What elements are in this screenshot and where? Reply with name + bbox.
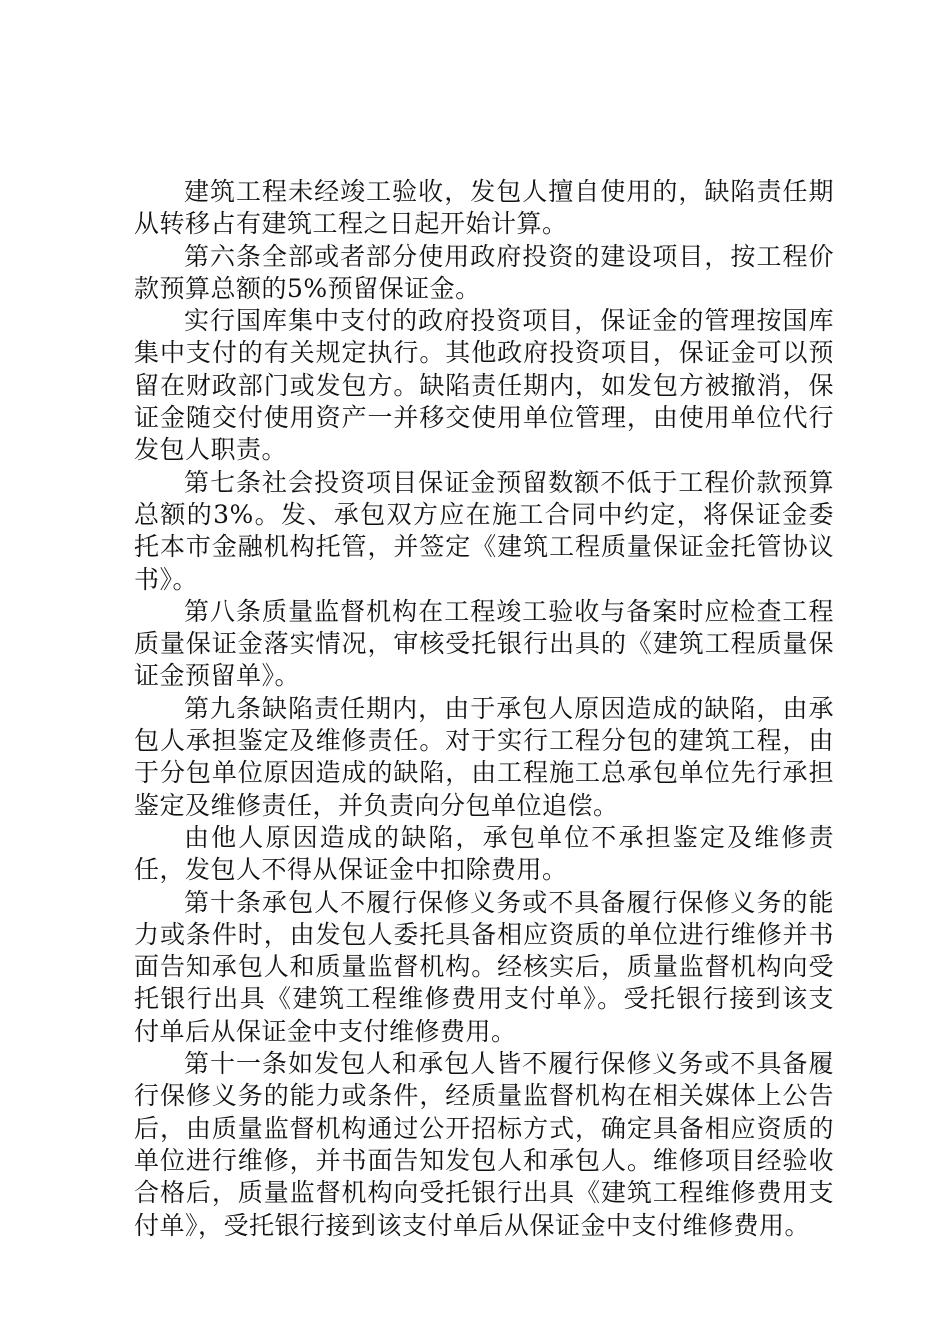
paragraph-article-10: 第十条承包人不履行保修义务或不具备履行保修义务的能力或条件时，由发包人委托具备相应资质的单位进行维修并书面告知承包人和质量监督机构。经核实后，质量监督机构向受托银行出具《建筑工程维修费用支付单》。受托银行接到该支付单后从保证金中支付维修费用。 bbox=[134, 887, 834, 1046]
paragraph-article-8: 第八条质量监督机构在工程竣工验收与备案时应检查工程质量保证金落实情况，审核受托银行出具的《建筑工程质量保证金预留单》。 bbox=[134, 596, 834, 691]
paragraph-article-6: 第六条全部或者部分使用政府投资的建设项目，按工程价款预算总额的5%预留保证金。 bbox=[134, 241, 834, 303]
paragraph-defect-period-start: 建筑工程未经竣工验收，发包人擅自使用的，缺陷责任期从转移占有建筑工程之日起开始计算。 bbox=[134, 177, 834, 239]
paragraph-third-party-defects: 由他人原因造成的缺陷，承包单位不承担鉴定及维修责任，发包人不得从保证金中扣除费用。 bbox=[134, 822, 834, 885]
paragraph-treasury-payment: 实行国库集中支付的政府投资项目，保证金的管理按国库集中支付的有关规定执行。其他政府投资项目，保证金可以预留在财政部门或发包方。缺陷责任期内，如发包方被撤消，保证金随交付使用资产一并移交使用单位管理，由使用单位代行发包人职责。 bbox=[134, 306, 834, 465]
paragraph-article-11: 第十一条如发包人和承包人皆不履行保修义务或不具备履行保修义务的能力或条件，经质量监督机构在相关媒体上公告后，由质量监督机构通过公开招标方式，确定具备相应资质的单位进行维修，并书面告知发包人和承包人。维修项目经验收合格后，质量监督机构向受托银行出具《建筑工程维修费用支付单》，受托银行接到该支付单后从保证金中支付维修费用。 bbox=[134, 1049, 834, 1240]
paragraph-article-7: 第七条社会投资项目保证金预留数额不低于工程价款预算总额的3%。发、承包双方应在施工合同中约定，将保证金委托本市金融机构托管，并签定《建筑工程质量保证金托管协议书》。 bbox=[134, 467, 834, 594]
document-body bbox=[134, 176, 834, 1242]
paragraph-article-9: 第九条缺陷责任期内，由于承包人原因造成的缺陷，由承包人承担鉴定及维修责任。对于实行工程分包的建筑工程，由于分包单位原因造成的缺陷，由工程施工总承包单位先行承担鉴定及维修责任，并负责向分包单位追偿。 bbox=[134, 693, 834, 820]
